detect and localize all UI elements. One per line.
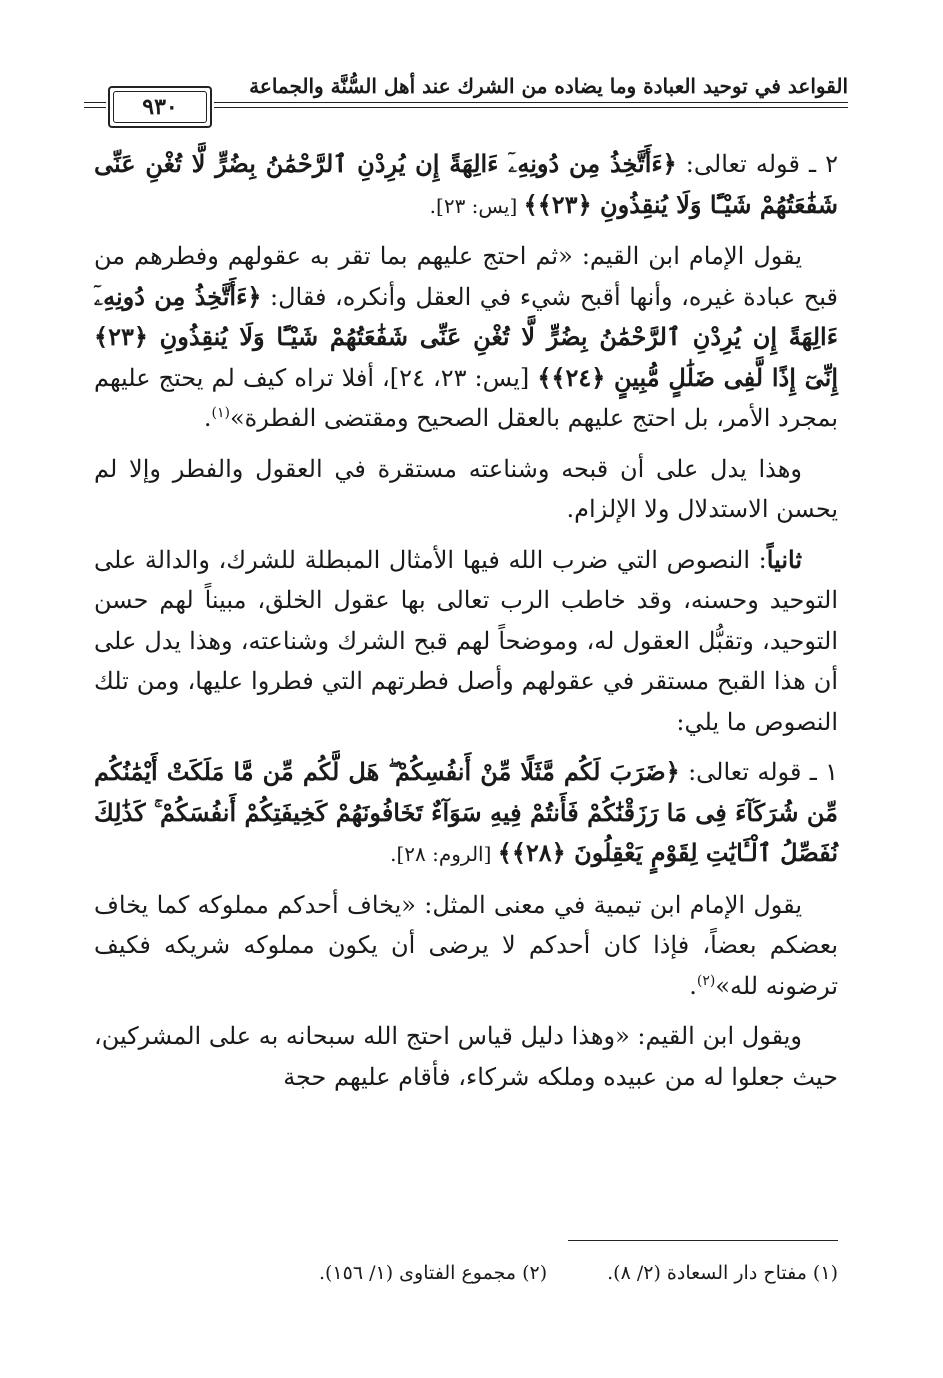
running-header: [88, 62, 848, 128]
header-title-rest: في توحيد العبادة وما يضاده من الشرك عند أهل السُّنَّة والجماعة: [249, 74, 788, 98]
text: ١ ـ قوله تعالى:: [679, 758, 838, 786]
text: [يس: ٢٣، ٢٤]، أفلا تراه كيف لم يحتج عليهم بمجرد الأمر، بل احتج عليهم بالعقل الصحيح ومقتضى الفطرة»: [94, 363, 838, 432]
footnote-rule: [568, 1240, 838, 1241]
header-rule: [224, 102, 848, 108]
text: يقول الإمام ابن تيمية في معنى المثل: «يخاف أحدكم مملوكه كما يخاف بعضكم بعضاً، فإذا كان أحدكم لا يرضى أن يكون مملوكه شريكه فكيف ترضونه لله»: [94, 890, 838, 1000]
footnote-marker: (١): [211, 405, 230, 421]
header-rule-right-segment: [214, 102, 226, 108]
section-label: ثانياً: [766, 544, 802, 574]
paragraph-2: [94, 236, 838, 439]
verse-reference: [الروم: ٢٨].: [390, 842, 498, 866]
page-number: [108, 86, 212, 128]
footnote-2: (٢) مجموع الفتاوى (١/ ١٥٦).: [318, 1262, 548, 1284]
header-rule-left-segment: [84, 102, 106, 108]
footnote-marker: (٢): [696, 972, 716, 989]
quran-verse: ﴿ءَأَتَّخِذُ مِن دُونِهِۦٓ ءَالِهَةً إِن يُرِدْنِ ٱلرَّحْمَٰنُ بِضُرٍّ لَّا تُغْنِ عَنِّى شَفَٰعَتُهُمْ شَيْـًٔا وَلَا يُنقِذُونِ ﴿٢٣﴾﴾: [94, 149, 838, 219]
quran-verse: ﴿ضَرَبَ لَكُم مَّثَلًا مِّنْ أَنفُسِكُمْ ۖ هَل لَّكُم مِّن مَّا مَلَكَتْ أَيْمَٰنُكُم مِّن شُرَكَآءَ فِى مَا رَزَقْنَٰكُمْ فَأَنتُمْ فِيهِ سَوَآءٌ تَخَافُونَهُمْ كَخِيفَتِكُمْ أَنفُسَكُمْ ۚ كَذَٰلِكَ نُفَصِّلُ ٱلْـَٔايَٰتِ لِقَوْمٍ يَعْقِلُونَ ﴿٢٨﴾﴾: [94, 757, 838, 867]
text: .: [203, 404, 212, 432]
footnote-1: (١) مفتاح دار السعادة (٢/ ٨).: [607, 1262, 838, 1284]
text: .: [689, 971, 697, 1000]
text: يقول الإمام ابن القيم: «ثم احتج عليهم بما تقر به عقولهم وفطرهم من قبح عبادة غيره، وأنها أقبح شيء في العقل وأنكره، فقال:: [94, 242, 838, 311]
verse-reference: [يس: ٢٣].: [429, 193, 524, 218]
header-title: [248, 74, 848, 98]
page-number-value: ٩٣٠: [142, 94, 178, 120]
paragraph-3: وهذا يدل على أن قبحه وشناعته مستقرة في العقول والفطر وإلا لم يحسن الاستدلال ولا الإلزام.: [94, 454, 838, 523]
page-body: [94, 144, 838, 1107]
paragraph-6: [94, 885, 838, 1007]
paragraph-5: [94, 752, 838, 875]
header-title-accent: القواعد: [787, 74, 848, 98]
footnotes: [98, 1262, 838, 1284]
paragraph-7: ويقول ابن القيم: «وهذا دليل قياس احتج الله سبحانه به على المشركين، حيث جعلوا له من عبيده وملكه شركاء، فأقام عليهم حجة: [94, 1022, 838, 1091]
quran-verse: ﴿ءَأَتَّخِذُ مِن دُونِهِۦٓ ءَالِهَةً إِن يُرِدْنِ ٱلرَّحْمَٰنُ بِضُرٍّ لَّا تُغْنِ عَنِّى شَفَٰعَتُهُمْ شَيْـًٔا وَلَا يُنقِذُونِ ﴿٢٣﴾ إِنِّىٓ إِذًا لَّفِى ضَلَٰلٍ مُّبِينٍ ﴿٢٤﴾﴾: [94, 281, 839, 392]
paragraph-4: [94, 540, 838, 743]
text: ٢ ـ قوله تعالى:: [676, 150, 838, 178]
paragraph-1: [94, 144, 838, 226]
text: : النصوص التي ضرب الله فيها الأمثال المبطلة للشرك، والدالة على التوحيد وحسنه، وقد خاطب الرب تعالى بها عقول الخلق، مبيناً لهم حسن التوحيد، وتقبُّل العقول له، وموضحاً لهم قبح الشرك وشناعته، وهذا يدل على أن هذا القبح مستقر في عقولهم وأصل فطرتهم التي فطروا عليها، ومن تلك النصوص ما يلي:: [94, 545, 839, 736]
